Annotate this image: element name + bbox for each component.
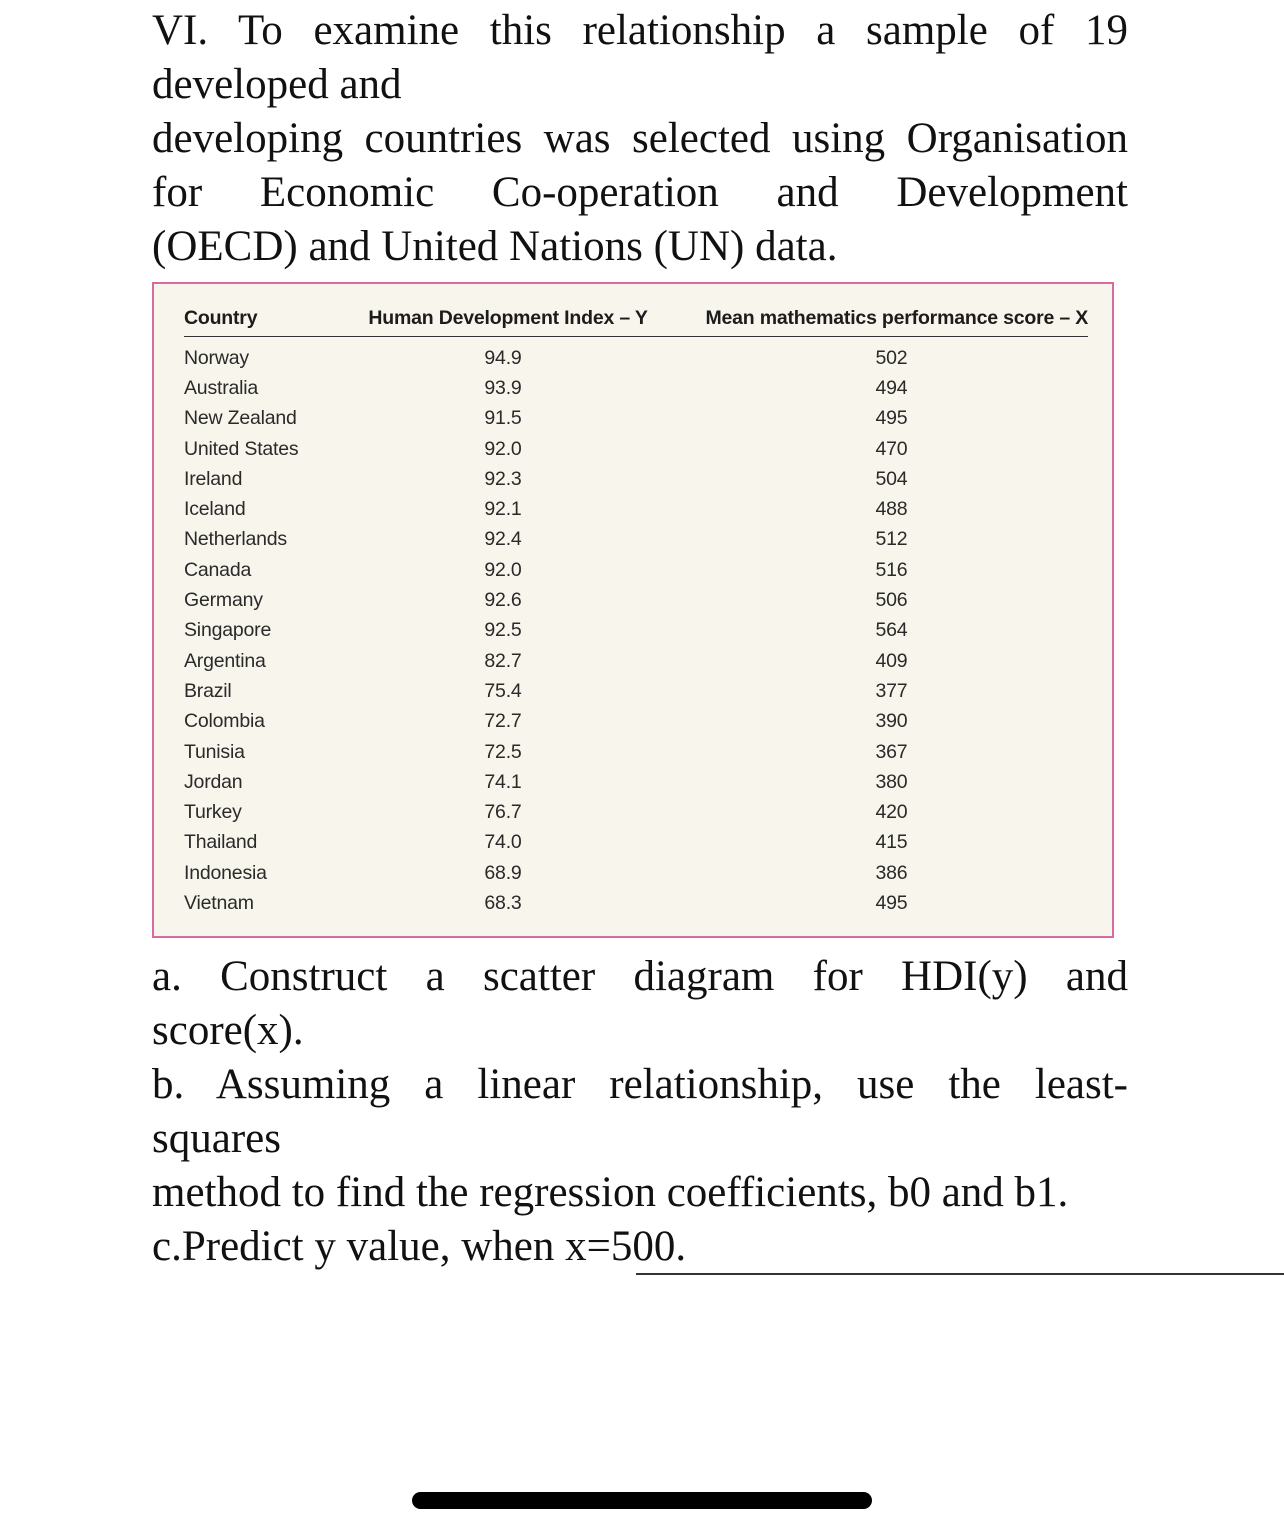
cell-hdi: 92.5	[484, 619, 522, 642]
question-line: a. Construct a scatter diagram for HDI(y) and	[152, 953, 1128, 1000]
cell-country: United States	[184, 437, 299, 460]
cell-country: Canada	[184, 558, 252, 581]
table-row	[184, 555, 1088, 585]
cell-hdi: 92.4	[484, 528, 522, 551]
question-line: squares	[152, 1115, 281, 1162]
cell-country: Thailand	[184, 831, 258, 854]
home-indicator[interactable]	[412, 1492, 872, 1509]
cell-hdi: 72.5	[484, 740, 522, 763]
cell-hdi: 92.3	[484, 467, 522, 490]
table-row	[184, 858, 1088, 888]
table-row	[184, 404, 1088, 434]
cell-hdi: 91.5	[484, 407, 522, 430]
table-row	[184, 373, 1088, 403]
intro-line: developed and	[152, 61, 402, 108]
cell-hdi: 68.3	[484, 891, 522, 914]
cell-hdi: 76.7	[484, 801, 522, 824]
cell-score: 420	[875, 801, 908, 824]
table-row	[184, 494, 1088, 524]
cell-score: 390	[875, 710, 908, 733]
cell-country: Argentina	[184, 649, 266, 672]
cell-score: 377	[875, 679, 908, 702]
cell-country: Turkey	[184, 801, 242, 824]
cell-hdi: 92.0	[484, 437, 522, 460]
cell-score: 495	[875, 407, 908, 430]
header-country: Country	[184, 306, 368, 337]
cell-hdi: 92.0	[484, 558, 522, 581]
cell-score: 415	[875, 831, 908, 854]
cell-country: New Zealand	[184, 407, 297, 430]
cell-hdi: 94.9	[484, 346, 522, 369]
cell-score: 495	[875, 891, 908, 914]
question-line: score(x).	[152, 1007, 304, 1054]
cell-score: 502	[875, 346, 908, 369]
question-line: b. Assuming a linear relationship, use the least-	[152, 1061, 1128, 1108]
header-hdi-label: Human Development Index – Y	[368, 306, 648, 329]
cell-country: Ireland	[184, 467, 243, 490]
table-body	[184, 337, 1088, 919]
cell-country: Germany	[184, 589, 263, 612]
divider-line	[636, 1273, 1284, 1275]
intro-line: for Economic Co-operation and Development	[152, 169, 1128, 216]
intro-paragraph	[152, 4, 1128, 274]
cell-country: Vietnam	[184, 891, 254, 914]
cell-score: 386	[875, 861, 908, 884]
header-hdi	[368, 306, 705, 337]
cell-score: 380	[875, 770, 908, 793]
intro-line: VI. To examine this relationship a sample of 19	[152, 7, 1128, 54]
cell-country: Brazil	[184, 679, 232, 702]
cell-score: 564	[875, 619, 908, 642]
cell-hdi: 92.1	[484, 498, 522, 521]
cell-country: Tunisia	[184, 740, 245, 763]
cell-country: Indonesia	[184, 861, 267, 884]
table-row	[184, 707, 1088, 737]
cell-country: Colombia	[184, 710, 265, 733]
table-row	[184, 828, 1088, 858]
table-row	[184, 737, 1088, 767]
intro-line: (OECD) and United Nations (UN) data.	[152, 223, 838, 270]
cell-score: 512	[875, 528, 908, 551]
cell-hdi: 68.9	[484, 861, 522, 884]
cell-score: 470	[875, 437, 908, 460]
table-row	[184, 616, 1088, 646]
intro-line: developing countries was selected using Organisation	[152, 115, 1128, 162]
cell-country: Singapore	[184, 619, 272, 642]
question-line: method to find the regression coefficients, b0 and b1.	[152, 1169, 1069, 1216]
table-row	[184, 525, 1088, 555]
question-line: c.Predict y value, when x=500.	[152, 1223, 687, 1270]
cell-country: Iceland	[184, 498, 246, 521]
cell-score: 367	[875, 740, 908, 763]
table-row	[184, 434, 1088, 464]
cell-country: Australia	[184, 376, 259, 399]
cell-country: Norway	[184, 346, 249, 369]
table-row	[184, 585, 1088, 615]
questions-paragraph	[152, 950, 1128, 1274]
cell-hdi: 92.6	[484, 589, 522, 612]
cell-score: 504	[875, 467, 908, 490]
cell-hdi: 75.4	[484, 679, 522, 702]
cell-hdi: 74.1	[484, 770, 522, 793]
cell-score: 516	[875, 558, 908, 581]
cell-hdi: 82.7	[484, 649, 522, 672]
cell-hdi: 74.0	[484, 831, 522, 854]
data-table-panel	[152, 282, 1114, 938]
cell-country: Netherlands	[184, 528, 287, 551]
header-score: Mean mathematics performance score – X	[705, 306, 1088, 337]
cell-score: 488	[875, 498, 908, 521]
table-row	[184, 797, 1088, 827]
table-row	[184, 646, 1088, 676]
cell-hdi: 72.7	[484, 710, 522, 733]
data-table	[184, 306, 1088, 919]
table-row	[184, 464, 1088, 494]
table-row	[184, 888, 1088, 918]
cell-hdi: 93.9	[484, 376, 522, 399]
cell-score: 409	[875, 649, 908, 672]
cell-country: Jordan	[184, 770, 243, 793]
table-row	[184, 337, 1088, 374]
table-row	[184, 676, 1088, 706]
cell-score: 494	[875, 376, 908, 399]
table-header-row	[184, 306, 1088, 337]
table-row	[184, 767, 1088, 797]
cell-score: 506	[875, 589, 908, 612]
